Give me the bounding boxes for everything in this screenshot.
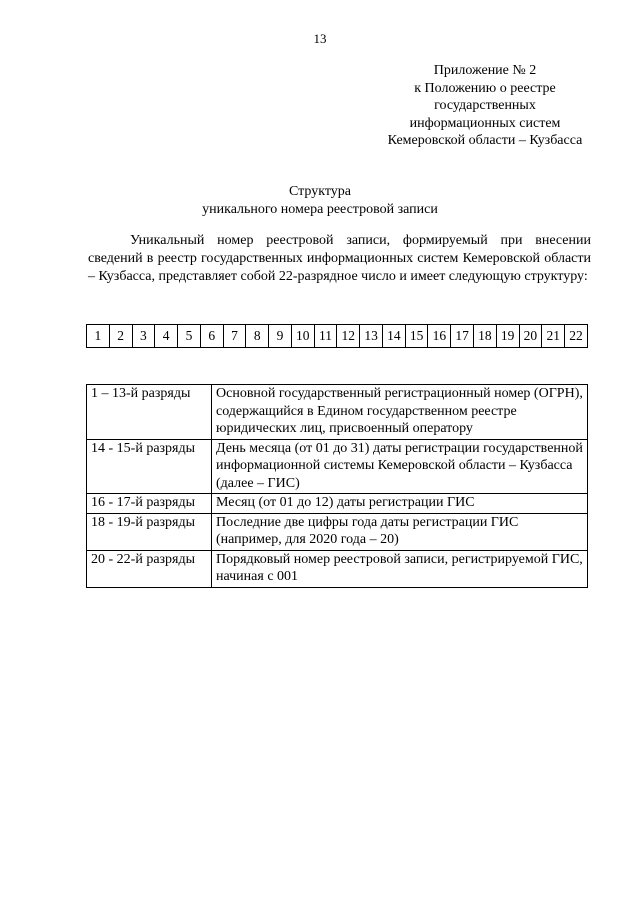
- appendix-header: [360, 62, 610, 150]
- digit-cell: 7: [223, 325, 246, 348]
- description-cell: Месяц (от 01 до 12) даты регистрации ГИС: [212, 494, 588, 514]
- digit-cell: 19: [496, 325, 519, 348]
- digits-row: [87, 325, 588, 348]
- digit-cell: 2: [109, 325, 132, 348]
- digit-cell: 16: [428, 325, 451, 348]
- title-line-2: уникального номера реестровой записи: [202, 202, 438, 217]
- range-cell: 1 – 13-й разряды: [87, 385, 212, 440]
- table-row: [87, 439, 588, 494]
- range-cell: 18 - 19-й разряды: [87, 513, 212, 550]
- appendix-line: информационных систем: [409, 115, 561, 131]
- digit-cell: 10: [291, 325, 314, 348]
- digit-cell: 5: [178, 325, 201, 348]
- table-row: [87, 385, 588, 440]
- description-cell: Порядковый номер реестровой записи, регистрируемой ГИС, начиная с 001: [212, 550, 588, 587]
- digit-cell: 21: [542, 325, 565, 348]
- description-cell: Основной государственный регистрационный номер (ОГРН), содержащийся в Едином государственном реестре юридических лиц, присвоенный оператору: [212, 385, 588, 440]
- intro-paragraph: Уникальный номер реестровой записи, формируемый при внесении сведений в реестр государственных информационных систем Кемеровской области – Кузбасса, представляет собой 22-разрядное число и имеет следующую структуру:: [88, 233, 591, 284]
- digit-cell: 20: [519, 325, 542, 348]
- digit-cell: 4: [155, 325, 178, 348]
- description-cell: День месяца (от 01 до 31) даты регистрации государственной информационной системы Кемеровской области – Кузбасса (далее – ГИС): [212, 439, 588, 494]
- digit-cell: 1: [87, 325, 110, 348]
- digit-cell: 12: [337, 325, 360, 348]
- title-line-1: Структура: [288, 184, 352, 199]
- table-row: [87, 550, 588, 587]
- appendix-line: к Положению о реестре: [414, 80, 556, 96]
- digit-cell: 17: [451, 325, 474, 348]
- document-title: [0, 183, 640, 219]
- digit-cell: 9: [269, 325, 292, 348]
- table-row: [87, 513, 588, 550]
- digit-cell: 15: [405, 325, 428, 348]
- digit-cell: 14: [382, 325, 405, 348]
- digit-cell: 22: [565, 325, 588, 348]
- page-number: 13: [313, 31, 327, 46]
- appendix-line: Кемеровской области – Кузбасса: [387, 133, 583, 148]
- digit-cell: 18: [474, 325, 497, 348]
- digits-table: [86, 324, 588, 348]
- range-cell: 16 - 17-й разряды: [87, 494, 212, 514]
- range-cell: 20 - 22-й разряды: [87, 550, 212, 587]
- digit-cell: 13: [360, 325, 383, 348]
- digit-cell: 11: [314, 325, 337, 348]
- appendix-line: Приложение № 2: [433, 63, 537, 78]
- appendix-line: государственных: [434, 98, 536, 113]
- table-row: [87, 494, 588, 514]
- digit-cell: 3: [132, 325, 155, 348]
- description-cell: Последние две цифры года даты регистрации ГИС (например, для 2020 года – 20): [212, 513, 588, 550]
- range-cell: 14 - 15-й разряды: [87, 439, 212, 494]
- structure-table: [86, 384, 588, 588]
- digit-cell: 6: [200, 325, 223, 348]
- digit-cell: 8: [246, 325, 269, 348]
